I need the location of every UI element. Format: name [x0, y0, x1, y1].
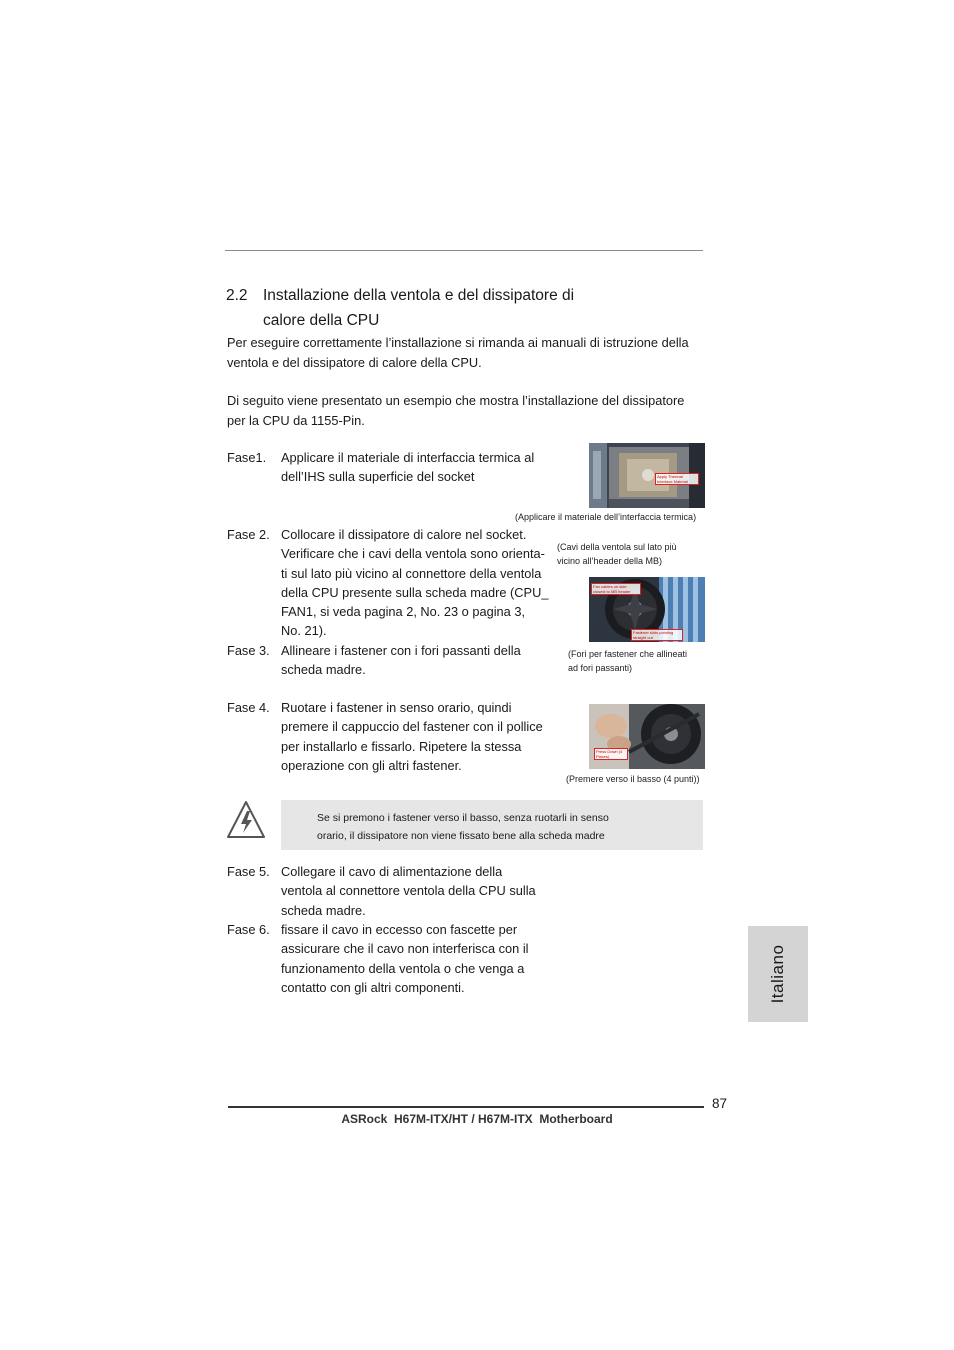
thermal-label: Apply Thermal Interface Material	[655, 473, 699, 485]
step-4-label: Fase 4.	[227, 700, 270, 715]
step-6-text: fissare il cavo in eccesso con fascette per assicurare che il cavo non interferisca con il funzionamento della ventola o che venga a contatto con gli altri componenti.	[281, 922, 529, 995]
page-number: 87	[712, 1096, 728, 1111]
top-divider	[225, 250, 703, 251]
photo2-bottom-caption: (Fori per fastener che allineati ad fori passanti)	[568, 649, 688, 673]
step-6-label: Fase 6.	[227, 922, 270, 937]
section-title-line2: calore della CPU	[263, 312, 380, 329]
step-2-text: Collocare il dissipatore di calore nel socket. Verificare che i cavi della ventola sono orienta- ti sul lato più vicino al connettore della ventola della CPU presente sulla scheda madre (CPU_ FAN1, si veda pagina 2, No. 23 o pagina 3, No. 21).	[281, 527, 549, 639]
step-2-label: Fase 2.	[227, 527, 270, 542]
step-5-label: Fase 5.	[227, 864, 270, 879]
step-5-text: Collegare il cavo di alimentazione della ventola al connettore ventola della CPU sulla scheda madre.	[281, 864, 536, 918]
step-3-text: Allineare i fastener con i fori passanti della scheda madre.	[281, 643, 521, 678]
step-3-label: Fase 3.	[227, 643, 270, 658]
thermal-paste-photo	[589, 443, 705, 508]
step-1-label: Fase1.	[227, 450, 267, 465]
photo3-caption: (Premere verso il basso (4 punti))	[566, 774, 700, 784]
footer-title: ASRock H67M-ITX/HT / H67M-ITX Motherboard	[341, 1112, 613, 1126]
photo1-caption: (Applicare il materiale dell’interfaccia termica)	[515, 512, 697, 522]
language-tab	[748, 926, 808, 1022]
warning-text: Se si premono i fastener verso il basso, senza ruotarli in senso orario, il dissipatore non viene fissato bene alla scheda madre	[317, 812, 609, 842]
section-number: 2.2	[226, 287, 248, 304]
warning-icon	[226, 800, 266, 840]
section-title-line1: Installazione della ventola e del dissipatore di	[263, 287, 575, 304]
press-down-photo	[589, 704, 705, 769]
fastener-slots-label: Fastener slots pointing straight out	[631, 629, 683, 641]
press-down-label: Press Down (4 Places)	[594, 748, 628, 760]
intro-paragraph-1: Per eseguire correttamente l’installazione si rimanda ai manuali di istruzione della ventola e del dissipatore di calore della CPU.	[227, 335, 689, 370]
heatsink-placement-photo	[589, 577, 705, 642]
fan-cables-label: Fan cables on side closest to MB header	[591, 583, 641, 595]
footer-divider	[228, 1106, 704, 1108]
photo2-top-caption: (Cavi della ventola sul lato più vicino all’header della MB)	[557, 542, 677, 566]
intro-paragraph-2: Di seguito viene presentato un esempio che mostra l’installazione del dissipatore per la CPU da 1155-Pin.	[227, 393, 685, 428]
step-4-text: Ruotare i fastener in senso orario, quindi premere il cappuccio del fastener con il pollice per installarlo e fissarlo. Ripetere la stessa operazione con gli altri fastener.	[281, 700, 543, 773]
language-tab-label: Italiano	[768, 944, 787, 1004]
step-1-text: Applicare il materiale di interfaccia termica al dell’IHS sulla superficie del socket	[281, 450, 535, 485]
